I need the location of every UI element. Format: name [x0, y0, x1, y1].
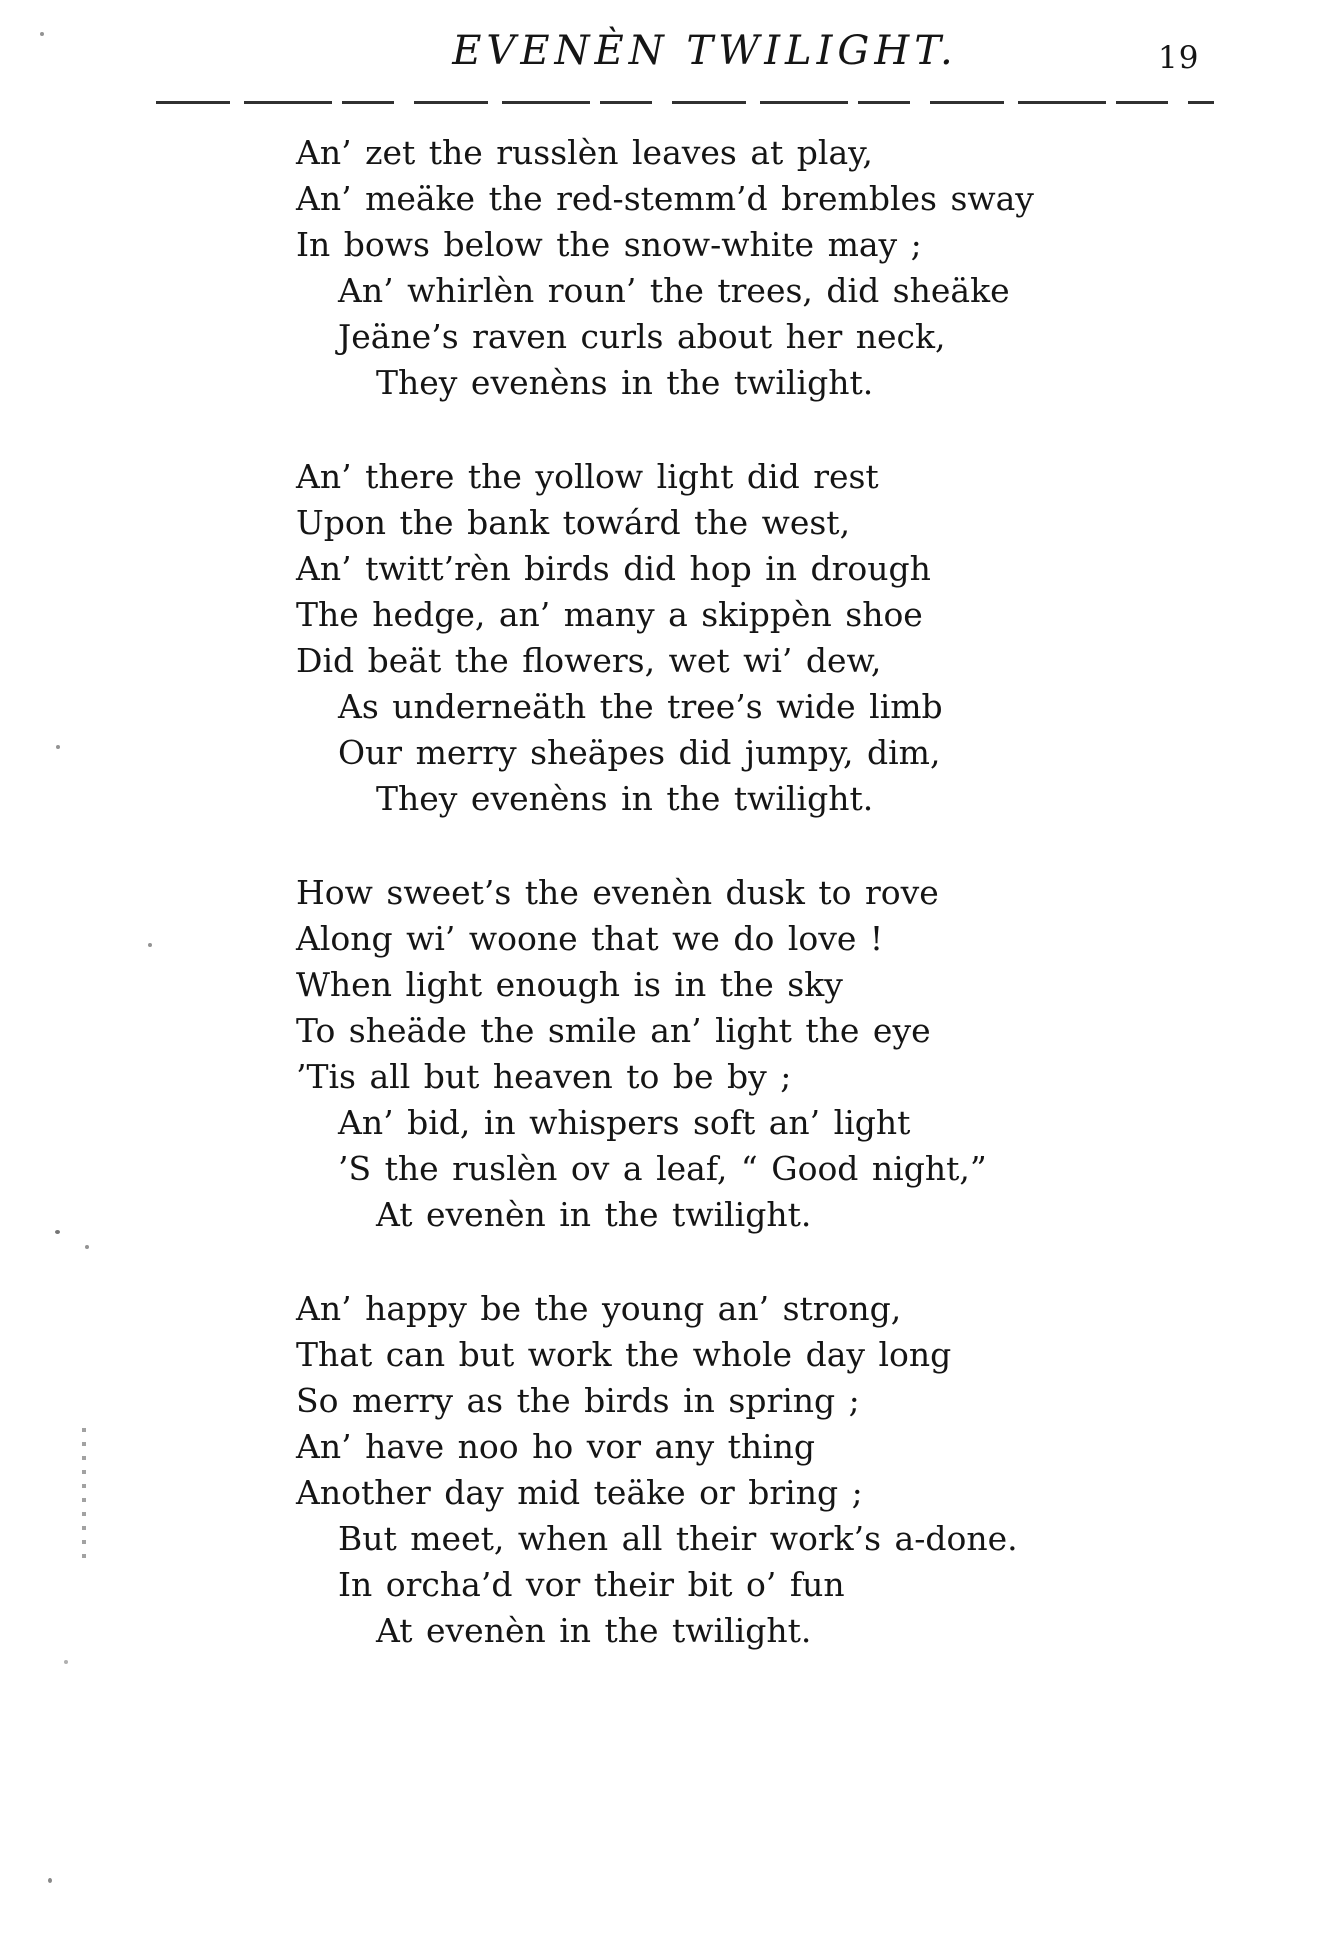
- poem-line: An’ whirlèn roun’ the trees, did sheäke: [338, 271, 1010, 310]
- scan-speck: [85, 1245, 89, 1249]
- poem-line: At evenèn in the twilight.: [376, 1611, 812, 1650]
- scan-speck: [55, 1230, 60, 1234]
- scan-speck: [64, 1660, 68, 1664]
- scan-smudge: [82, 1428, 86, 1568]
- poem-line: How sweet’s the evenèn dusk to rove: [296, 873, 939, 912]
- scan-speck: [148, 943, 152, 947]
- poem-line: When light enough is in the sky: [296, 965, 843, 1004]
- stanza: [296, 1286, 1076, 1654]
- poem-line: An’ there the yollow light did rest: [296, 457, 879, 496]
- poem-line: The hedge, an’ many a skippèn shoe: [296, 595, 923, 634]
- poem-line: Along wi’ woone that we do love !: [296, 919, 884, 958]
- poem-line: In orcha’d vor their bit o’ fun: [338, 1565, 845, 1604]
- poem-line: Did beät the flowers, wet wi’ dew,: [296, 641, 882, 680]
- page-number: 19: [1158, 40, 1200, 76]
- poem-line: At evenèn in the twilight.: [376, 1195, 812, 1234]
- poem-line: Another day mid teäke or bring ;: [296, 1473, 863, 1512]
- poem-line: An’ zet the russlèn leaves at play,: [296, 133, 873, 172]
- scan-speck: [40, 32, 44, 36]
- running-header-title: EVENÈN TWILIGHT.: [452, 28, 958, 74]
- poem-line: An’ twitt’rèn birds did hop in drough: [296, 549, 931, 588]
- stanza: [296, 870, 1076, 1238]
- poem-line: ’S the ruslèn ov a leaf, “ Good night,”: [338, 1149, 987, 1188]
- poem-line: But meet, when all their work’s a-done.: [338, 1519, 1018, 1558]
- poem-line: An’ meäke the red-stemm’d brembles sway: [296, 179, 1034, 218]
- poem-line: They evenèns in the twilight.: [376, 363, 874, 402]
- poem-line: So merry as the birds in spring ;: [296, 1381, 860, 1420]
- poem-line: That can but work the whole day long: [296, 1335, 952, 1374]
- poem-line: To sheäde the smile an’ light the eye: [296, 1011, 931, 1050]
- poem-line: Jeäne’s raven curls about her neck,: [338, 317, 946, 356]
- poem-line: Upon the bank towárd the west,: [296, 503, 851, 542]
- poem-line: An’ happy be the young an’ strong,: [296, 1289, 902, 1328]
- poem-line: They evenèns in the twilight.: [376, 779, 874, 818]
- scan-speck: [48, 1878, 52, 1883]
- poem-line: ’Tis all but heaven to be by ;: [296, 1057, 792, 1096]
- poem-body: [296, 130, 1076, 1654]
- poem-line: An’ have noo ho vor any thing: [296, 1427, 816, 1466]
- poem-line: In bows below the snow-white may ;: [296, 225, 922, 264]
- stanza: [296, 130, 1076, 406]
- poem-line: An’ bid, in whispers soft an’ light: [338, 1103, 911, 1142]
- poem-line: Our merry sheäpes did jumpy, dim,: [338, 733, 941, 772]
- stanza: [296, 454, 1076, 822]
- poem-line: As underneäth the tree’s wide limb: [338, 687, 943, 726]
- header-rule: [156, 101, 1214, 104]
- scan-speck: [56, 745, 60, 749]
